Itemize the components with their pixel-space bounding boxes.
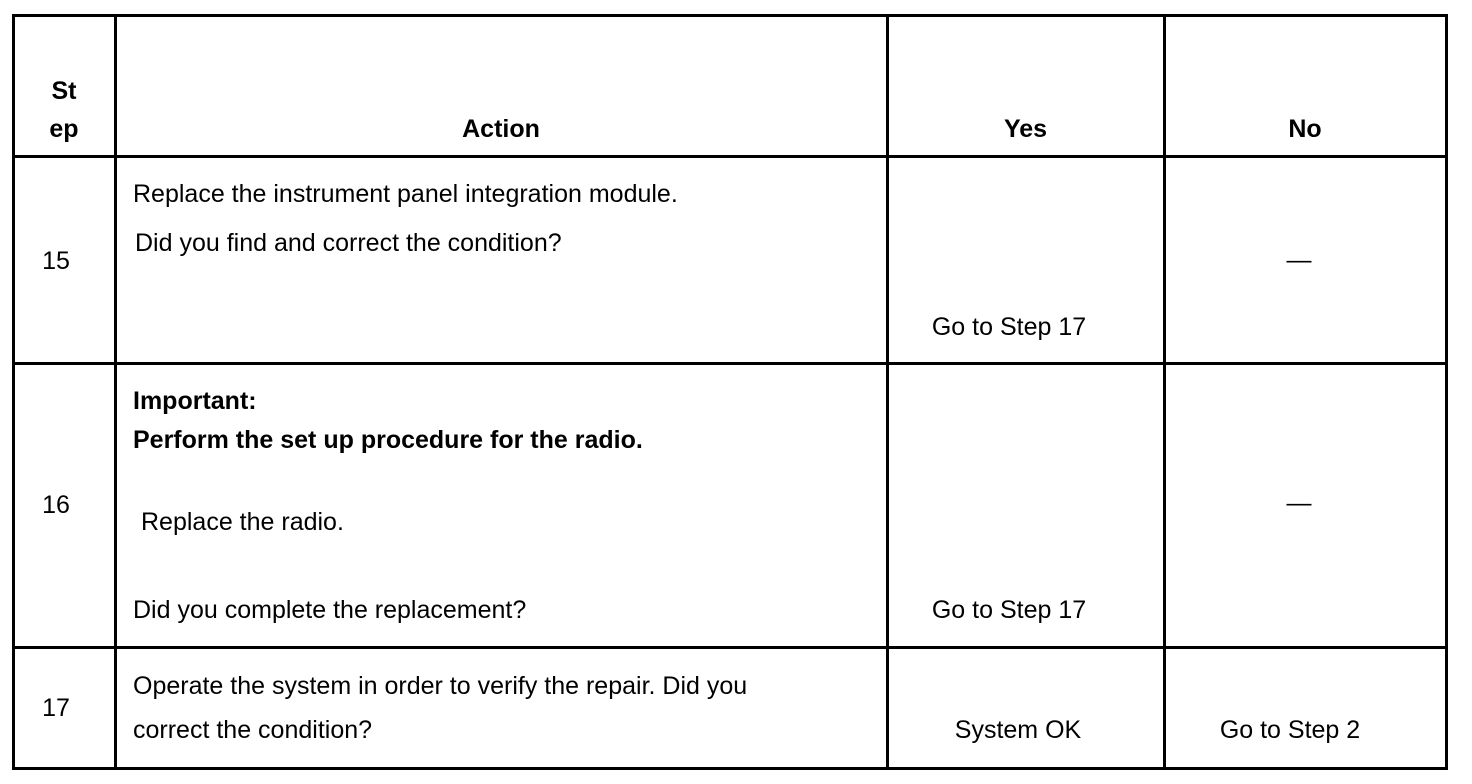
step-number: 16 bbox=[42, 491, 70, 519]
step-number: 17 bbox=[42, 694, 70, 722]
header-divider bbox=[12, 155, 1448, 158]
table-border-top bbox=[12, 14, 1448, 17]
no-result: Go to Step 2 bbox=[1219, 716, 1361, 744]
action-text-continued: correct the condition? bbox=[133, 716, 373, 744]
header-yes: Yes bbox=[1003, 115, 1048, 143]
step-number: 15 bbox=[42, 247, 70, 275]
header-step-line1: St bbox=[51, 77, 77, 105]
header-action: Action bbox=[462, 115, 540, 143]
action-text: Replace the instrument panel integration module. bbox=[133, 180, 678, 208]
header-no: No bbox=[1288, 115, 1322, 143]
action-text: Replace the radio. bbox=[141, 508, 344, 536]
action-question: Did you find and correct the condition? bbox=[135, 229, 562, 257]
row-divider bbox=[12, 362, 1448, 365]
action-text: Operate the system in order to verify the repair. Did you bbox=[133, 672, 748, 700]
no-result: — bbox=[1286, 489, 1312, 517]
table-border-bottom bbox=[12, 767, 1448, 770]
important-label: Important: bbox=[133, 387, 257, 415]
important-text: Perform the set up procedure for the radio. bbox=[133, 426, 643, 454]
action-question: Did you complete the replacement? bbox=[133, 596, 527, 624]
no-result: — bbox=[1286, 246, 1312, 274]
yes-result: Go to Step 17 bbox=[931, 596, 1087, 624]
table-border-right bbox=[1445, 14, 1448, 770]
yes-result: System OK bbox=[954, 716, 1082, 744]
yes-result: Go to Step 17 bbox=[931, 313, 1087, 341]
row-divider bbox=[12, 646, 1448, 649]
header-step-line2: ep bbox=[49, 115, 79, 143]
